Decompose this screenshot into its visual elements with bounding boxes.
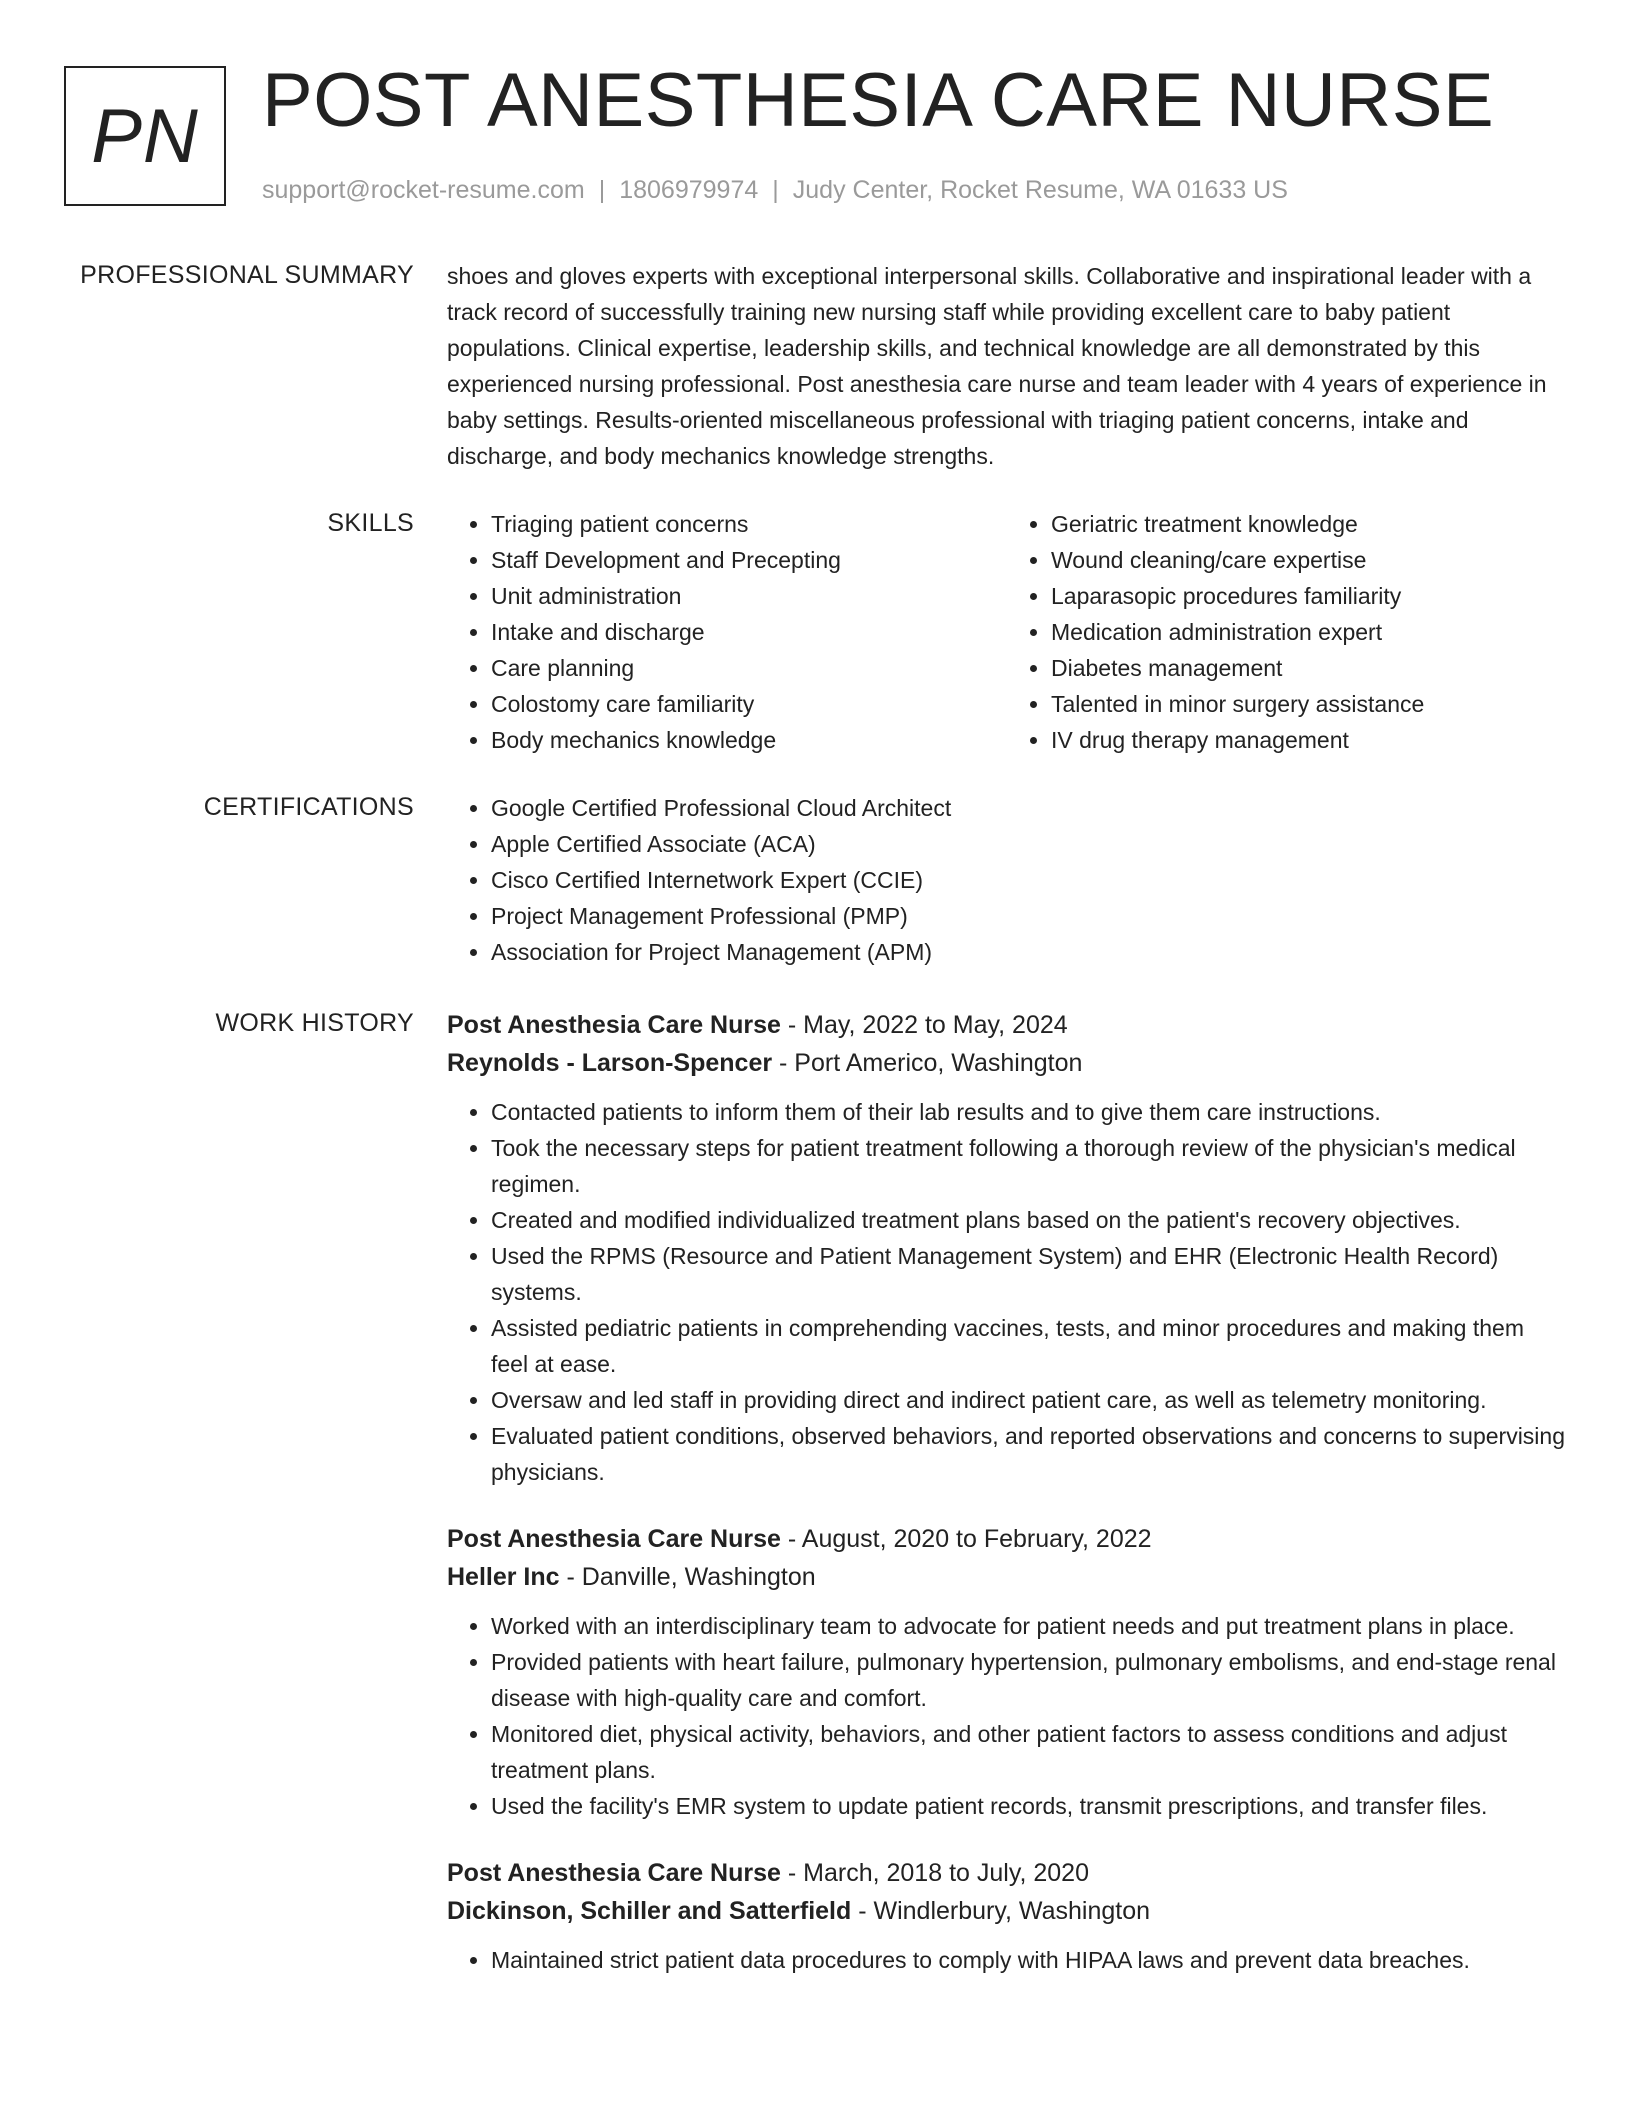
job-dates: - August, 2020 to February, 2022 <box>780 1525 1152 1553</box>
list-item: • Diabetes management <box>1051 650 1567 686</box>
list-item: • Oversaw and led staff in providing direct and indirect patient care, as well as telemetry monitoring. <box>491 1382 1567 1418</box>
list-item: • Wound cleaning/care expertise <box>1051 542 1567 578</box>
job-bullets <box>447 1942 1567 1978</box>
job-title-line <box>447 1854 1567 1892</box>
section-label-skills: SKILLS <box>327 509 414 537</box>
skills-list-left <box>447 506 1007 758</box>
summary-text: shoes and gloves experts with exceptional interpersonal skills. Collaborative and inspirational leader with a track record of successfully training new nursing staff while providing excellent care to baby patient populations. Clinical expertise, leadership skills, and technical knowledge are all demonstrated by this experienced nursing professional. Post anesthesia care nurse and team leader with 4 years of experience in baby settings. Results-oriented miscellaneous professional with triaging patient concerns, intake and discharge, and body mechanics knowledge strengths. <box>447 263 1547 469</box>
work-history-body <box>447 1006 1567 2008</box>
list-item: • Medication administration expert <box>1051 614 1567 650</box>
job-entry <box>447 1006 1567 1490</box>
section-label-certifications: CERTIFICATIONS <box>203 793 414 821</box>
contact-address: Judy Center, Rocket Resume, WA 01633 US <box>792 176 1288 204</box>
list-item: • Cisco Certified Internetwork Expert (CCIE) <box>491 862 1567 898</box>
section-label-summary: PROFESSIONAL SUMMARY <box>80 261 414 289</box>
job-company-line <box>447 1044 1567 1082</box>
job-dates: - March, 2018 to July, 2020 <box>780 1859 1089 1887</box>
job-location: - Windlerbury, Washington <box>851 1897 1150 1925</box>
list-item: • Maintained strict patient data procedures to comply with HIPAA laws and prevent data breaches. <box>491 1942 1567 1978</box>
contact-email[interactable]: support@rocket-resume.com <box>262 176 585 204</box>
job-title: Post Anesthesia Care Nurse <box>447 1525 781 1553</box>
section-label-work: WORK HISTORY <box>215 1009 414 1037</box>
list-item: • Assisted pediatric patients in comprehending vaccines, tests, and minor procedures and making them feel at ease. <box>491 1310 1567 1382</box>
contact-phone[interactable]: 1806979974 <box>619 176 759 204</box>
job-company-line <box>447 1892 1567 1930</box>
list-item: • Project Management Professional (PMP) <box>491 898 1567 934</box>
job-bullets <box>447 1608 1567 1824</box>
list-item: • Staff Development and Precepting <box>491 542 1007 578</box>
list-item: • Apple Certified Associate (ACA) <box>491 826 1567 862</box>
list-item: • Laparasopic procedures familiarity <box>1051 578 1567 614</box>
job-entry <box>447 1520 1567 1824</box>
list-item: • Colostomy care familiarity <box>491 686 1007 722</box>
list-item: • Evaluated patient conditions, observed behaviors, and reported observations and concerns to supervising physicians. <box>491 1418 1567 1490</box>
list-item: • Worked with an interdisciplinary team to advocate for patient needs and put treatment plans in place. <box>491 1608 1567 1644</box>
job-company: Heller Inc <box>447 1563 560 1591</box>
list-item: • Triaging patient concerns <box>491 506 1007 542</box>
resume-title: POST ANESTHESIA CARE NURSE <box>262 58 1495 143</box>
job-company: Reynolds - Larson-Spencer <box>447 1049 773 1077</box>
skills-columns <box>447 506 1567 758</box>
job-title: Post Anesthesia Care Nurse <box>447 1011 781 1039</box>
list-item: • Used the RPMS (Resource and Patient Management System) and EHR (Electronic Health Record) systems. <box>491 1238 1567 1310</box>
list-item: • Body mechanics knowledge <box>491 722 1007 758</box>
monogram-text: PN <box>91 93 199 179</box>
list-item: • IV drug therapy management <box>1051 722 1567 758</box>
list-item: • Used the facility's EMR system to update patient records, transmit prescriptions, and transfer files. <box>491 1788 1567 1824</box>
list-item: • Monitored diet, physical activity, behaviors, and other patient factors to assess conditions and adjust treatment plans. <box>491 1716 1567 1788</box>
list-item: • Took the necessary steps for patient treatment following a thorough review of the physician's medical regimen. <box>491 1130 1567 1202</box>
job-location: - Port Americo, Washington <box>772 1049 1083 1077</box>
job-location: - Danville, Washington <box>559 1563 816 1591</box>
list-item: • Unit administration <box>491 578 1007 614</box>
certifications-list <box>447 790 1567 970</box>
skills-list-right <box>1007 506 1567 758</box>
job-title: Post Anesthesia Care Nurse <box>447 1859 781 1887</box>
list-item: • Care planning <box>491 650 1007 686</box>
job-company: Dickinson, Schiller and Satterfield <box>447 1897 852 1925</box>
list-item: • Intake and discharge <box>491 614 1007 650</box>
summary-body <box>447 258 1567 474</box>
job-entry <box>447 1854 1567 1978</box>
list-item: • Talented in minor surgery assistance <box>1051 686 1567 722</box>
list-item: • Provided patients with heart failure, pulmonary hypertension, pulmonary embolisms, and end-stage renal disease with high-quality care and comfort. <box>491 1644 1567 1716</box>
contact-separator: | <box>772 176 779 204</box>
contact-separator: | <box>598 176 606 204</box>
list-item: • Association for Project Management (APM) <box>491 934 1567 970</box>
list-item: • Created and modified individualized treatment plans based on the patient's recovery objectives. <box>491 1202 1567 1238</box>
job-dates: - May, 2022 to May, 2024 <box>780 1011 1068 1039</box>
job-company-line <box>447 1558 1567 1596</box>
list-item: • Geriatric treatment knowledge <box>1051 506 1567 542</box>
job-title-line <box>447 1520 1567 1558</box>
list-item: • Contacted patients to inform them of their lab results and to give them care instructions. <box>491 1094 1567 1130</box>
job-title-line <box>447 1006 1567 1044</box>
list-item: • Google Certified Professional Cloud Architect <box>491 790 1567 826</box>
contact-line <box>262 174 1288 206</box>
job-bullets <box>447 1094 1567 1490</box>
monogram-badge <box>64 66 226 206</box>
certifications-body <box>447 790 1567 970</box>
skills-body <box>447 506 1567 758</box>
